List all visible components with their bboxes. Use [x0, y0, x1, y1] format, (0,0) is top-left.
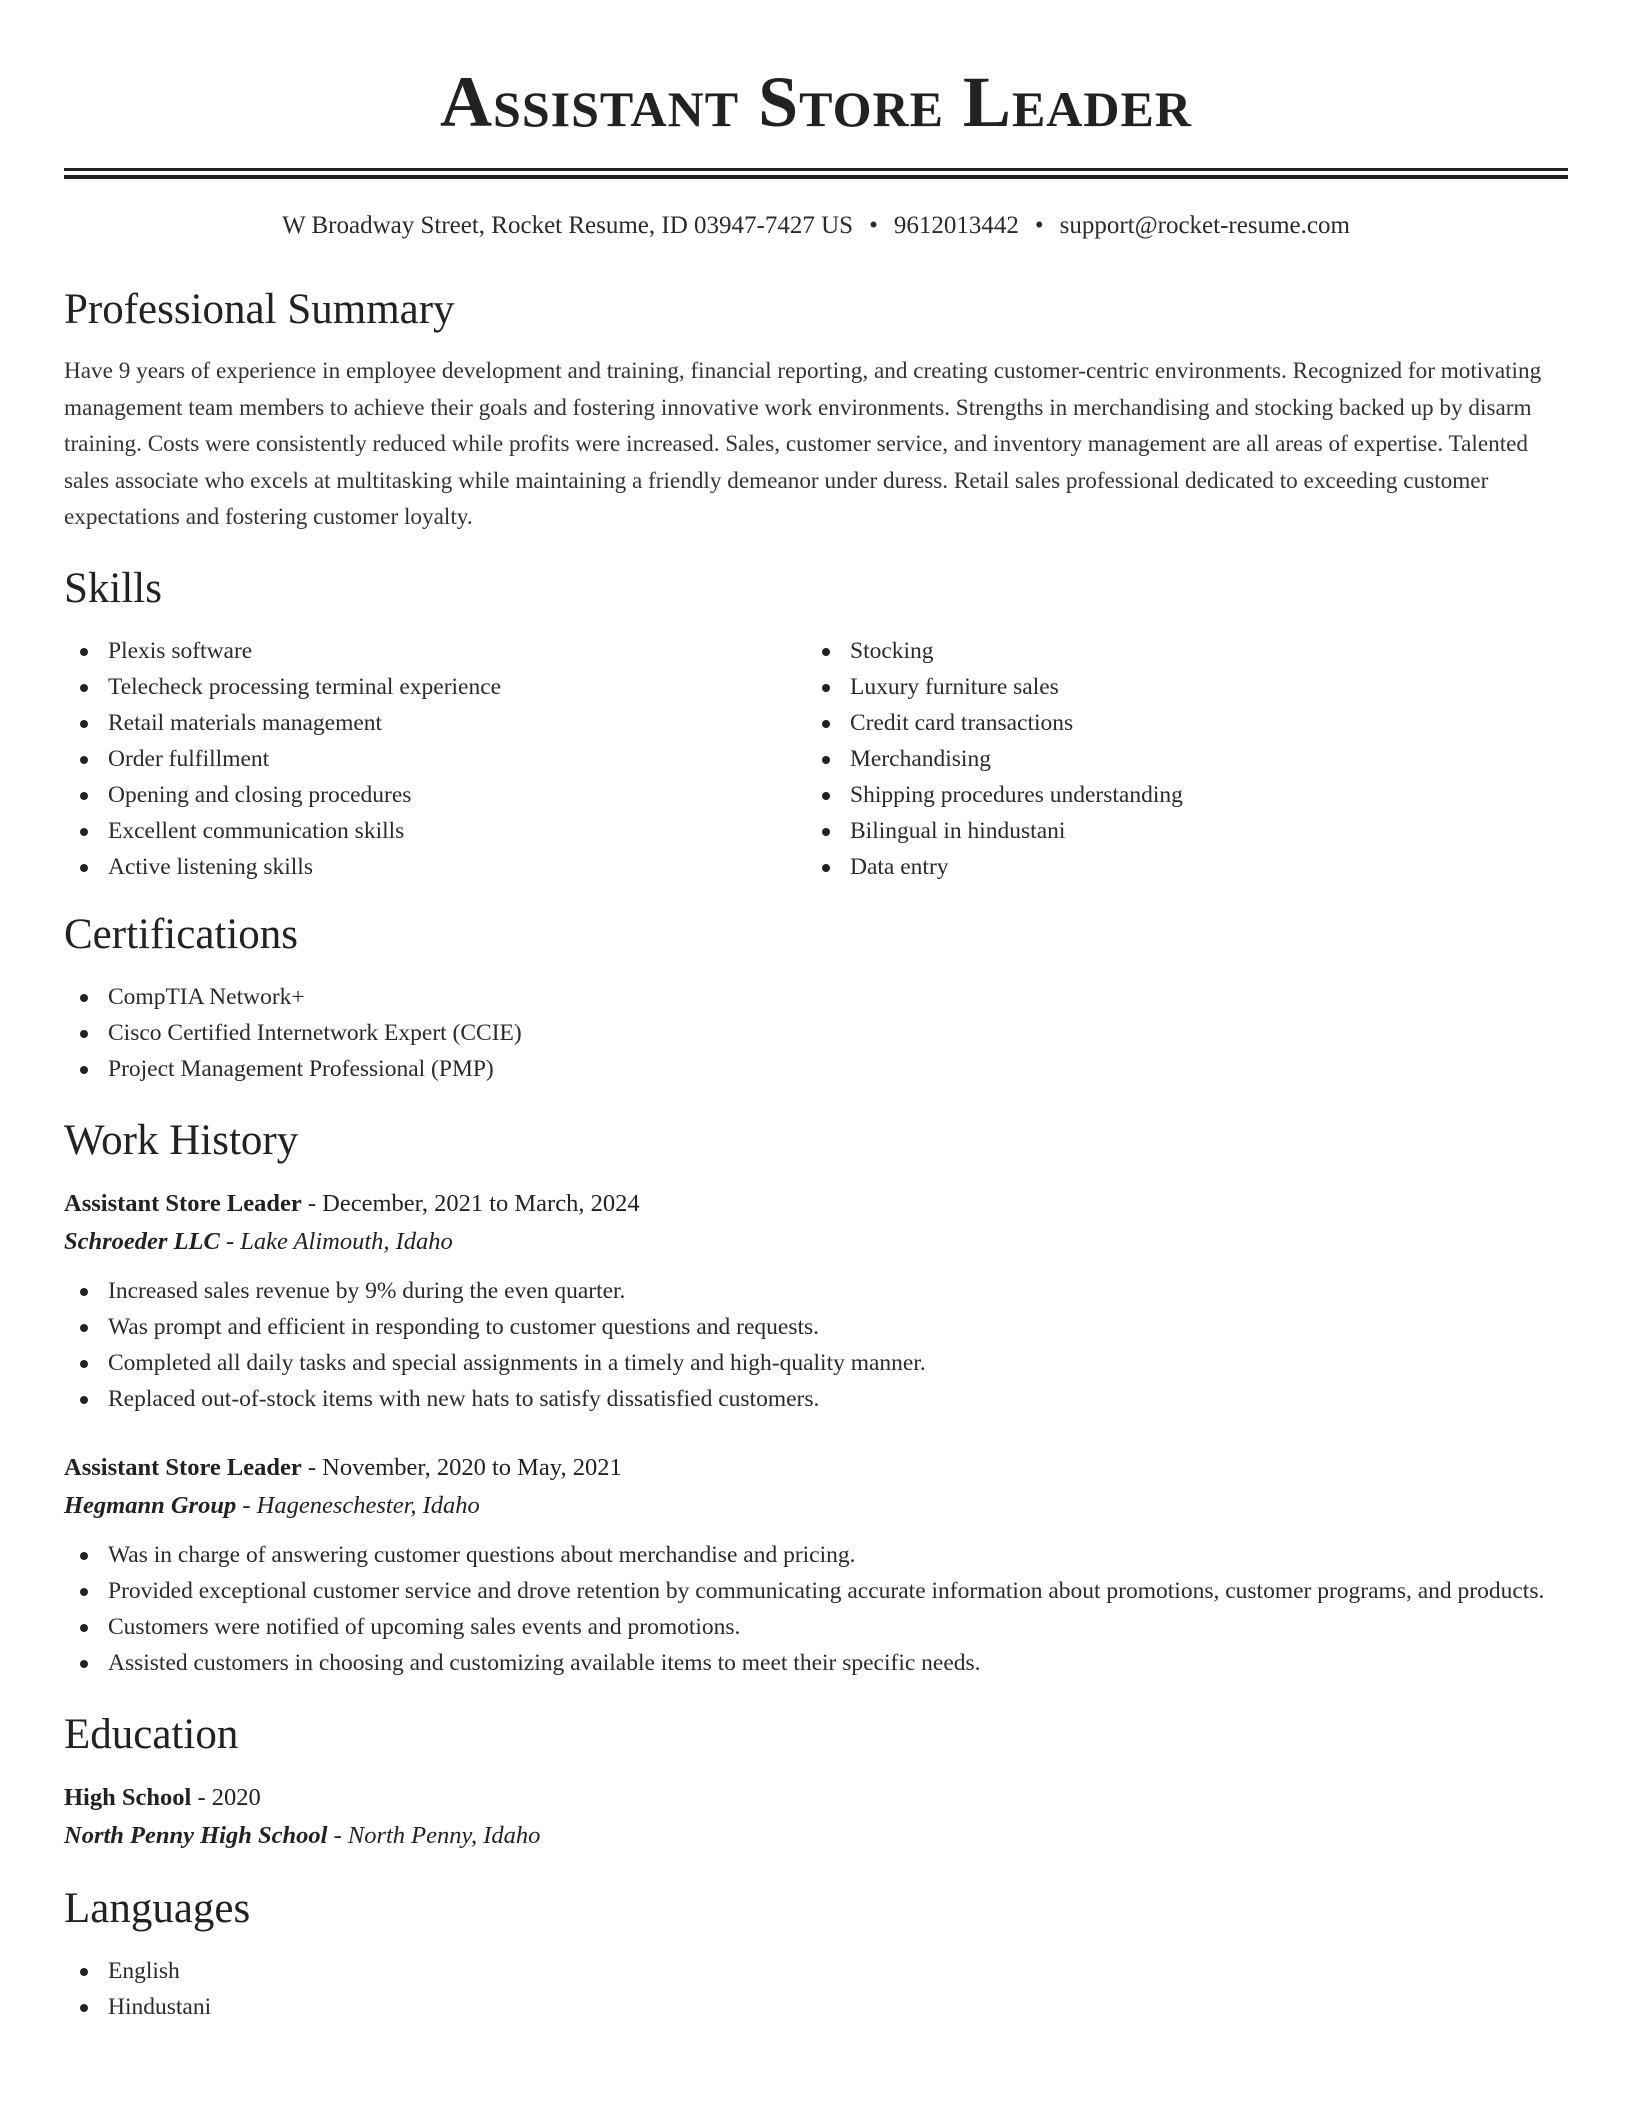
- job-location: - Hageneschester, Idaho: [236, 1491, 480, 1519]
- contact-address: W Broadway Street, Rocket Resume, ID 03947-7427 US: [282, 212, 854, 239]
- education-school: North Penny High School: [64, 1821, 328, 1849]
- job-entry: [64, 1185, 1568, 1417]
- skill-item: Luxury furniture sales: [806, 669, 1548, 705]
- contact-phone[interactable]: 9612013442: [893, 212, 1019, 239]
- languages-list: [64, 1953, 1568, 2025]
- job-duty-item: Increased sales revenue by 9% during the even quarter.: [64, 1273, 1568, 1309]
- job-duty-item: Was prompt and efficient in responding to customer questions and requests.: [64, 1309, 1568, 1345]
- job-entry: [64, 1449, 1568, 1681]
- contact-separator: •: [1034, 212, 1044, 239]
- skill-item: Order fulfillment: [64, 741, 806, 777]
- skill-item: Merchandising: [806, 741, 1548, 777]
- education-degree-line: [64, 1779, 1568, 1817]
- job-company: Hegmann Group: [64, 1491, 237, 1519]
- skill-item: Credit card transactions: [806, 705, 1548, 741]
- skill-item: Plexis software: [64, 633, 806, 669]
- job-role: Assistant Store Leader: [64, 1453, 302, 1481]
- education-school-line: [64, 1817, 1568, 1855]
- job-duties: [64, 1537, 1568, 1681]
- language-item: Hindustani: [64, 1989, 1568, 2025]
- job-employer: [64, 1223, 1568, 1261]
- summary-heading: Professional Summary: [64, 286, 455, 333]
- skill-item: Active listening skills: [64, 849, 806, 885]
- certifications-list: [64, 979, 1568, 1087]
- education-degree: High School: [64, 1783, 192, 1811]
- job-duties: [64, 1273, 1568, 1417]
- job-role: Assistant Store Leader: [64, 1189, 302, 1217]
- work-history-heading: Work History: [64, 1116, 299, 1164]
- education-entry: [64, 1779, 1568, 1855]
- contact-separator: •: [869, 212, 878, 239]
- job-duty-item: Replaced out-of-stock items with new hats to satisfy dissatisfied customers.: [64, 1381, 1568, 1417]
- title-divider: [64, 168, 1568, 179]
- skill-item: Retail materials management: [64, 705, 806, 741]
- job-employer: [64, 1487, 1568, 1525]
- certifications-heading: Certifications: [64, 910, 299, 958]
- education-heading: Education: [64, 1710, 239, 1758]
- job-duty-item: Provided exceptional customer service and drove retention by communicating accurate information about promotions, customer programs, and products.: [64, 1573, 1568, 1609]
- contact-line: [64, 209, 1568, 243]
- summary-text: Have 9 years of experience in employee development and training, financial reporting, and creating customer-centric environments. Recognized for motivating management team members to achieve their goals and fostering innovative work environments. Strengths in merchandising and stocking backed up by disarm training. Costs were consistently reduced while profits were increased. Sales, customer service, and inventory management are all areas of expertise. Talented sales associate who excels at multitasking while maintaining a friendly demeanor under duress. Retail sales professional dedicated to exceeding customer expectations and fostering customer loyalty.: [64, 358, 1542, 530]
- skill-item: Stocking: [806, 633, 1548, 669]
- certification-item: CompTIA Network+: [64, 979, 1568, 1015]
- job-company: Schroeder LLC: [64, 1227, 220, 1255]
- skills-right-column: [806, 633, 1548, 885]
- contact-email[interactable]: support@rocket-resume.com: [1059, 212, 1350, 239]
- education-year: - 2020: [191, 1783, 261, 1811]
- certification-item: Cisco Certified Internetwork Expert (CCIE): [64, 1015, 1568, 1051]
- resume-page: [64, 0, 1568, 2025]
- skills-heading: Skills: [64, 564, 162, 612]
- job-heading: [64, 1185, 1568, 1223]
- skills-left-column: [64, 633, 806, 885]
- certification-item: Project Management Professional (PMP): [64, 1051, 1568, 1087]
- job-dates: - December, 2021 to March, 2024: [301, 1189, 640, 1217]
- job-heading: [64, 1449, 1568, 1487]
- skill-item: Shipping procedures understanding: [806, 777, 1548, 813]
- skill-item: Opening and closing procedures: [64, 777, 806, 813]
- job-duty-item: Assisted customers in choosing and customizing available items to meet their specific needs.: [64, 1645, 1568, 1681]
- job-duty-item: Customers were notified of upcoming sales events and promotions.: [64, 1609, 1568, 1645]
- job-dates: - November, 2020 to May, 2021: [301, 1453, 622, 1481]
- job-duty-item: Was in charge of answering customer questions about merchandise and pricing.: [64, 1537, 1568, 1573]
- skill-item: Data entry: [806, 849, 1548, 885]
- education-location: - North Penny, Idaho: [327, 1821, 541, 1849]
- resume-title: Assistant Store Leader: [440, 62, 1192, 142]
- language-item: English: [64, 1953, 1568, 1989]
- skill-item: Bilingual in hindustani: [806, 813, 1548, 849]
- languages-heading: Languages: [64, 1884, 251, 1932]
- job-duty-item: Completed all daily tasks and special assignments in a timely and high-quality manner.: [64, 1345, 1568, 1381]
- skill-item: Excellent communication skills: [64, 813, 806, 849]
- job-location: - Lake Alimouth, Idaho: [219, 1227, 453, 1255]
- skills-list: [64, 633, 1568, 885]
- skill-item: Telecheck processing terminal experience: [64, 669, 806, 705]
